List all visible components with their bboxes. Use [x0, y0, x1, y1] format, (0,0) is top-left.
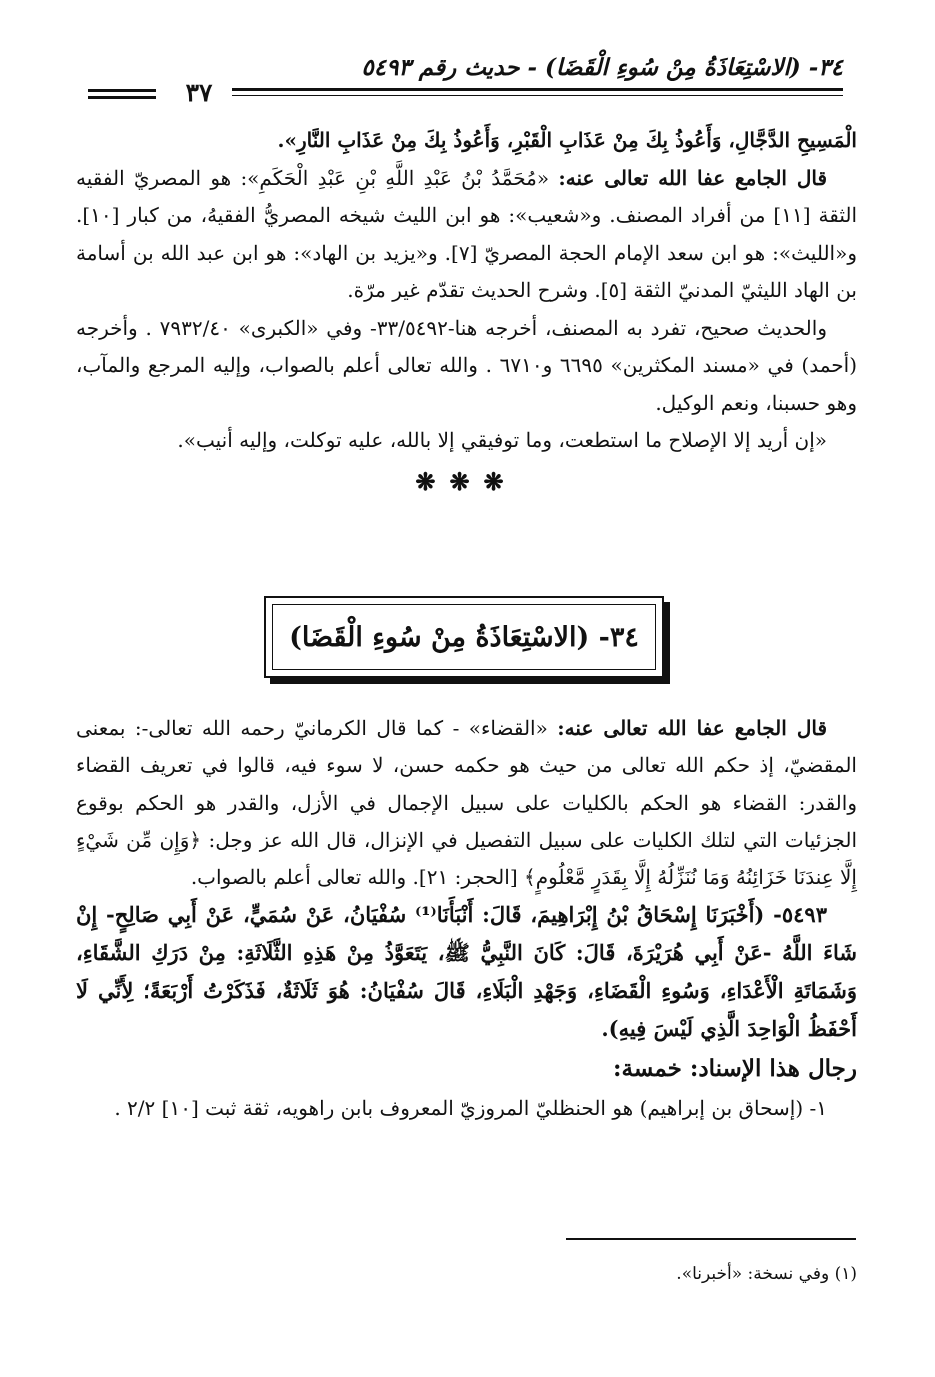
narrator-item-1: ١- (إسحاق بن إبراهيم) هو الحنظليّ المروزيّ المعروف بابن راهويه، ثقة ثبت [١٠] ٢/٢ . [114, 1096, 827, 1121]
running-header-title: ٣٤- (الاسْتِعَاذَةُ مِنْ سُوءِ الْقَضَا) - حديث رقم ٥٤٩٣ [361, 54, 843, 81]
definition-paragraph-text: «القضاء» - كما قال الكرمانيّ رحمه الله تعالى-: بمعنى المقضيّ، إذ حكم الله تعالى من حيث هو حكمه حسن، لا سوء فيه، قالوا في تعريف القضاء والقدر: القضاء هو الحكم بالكليات على سبيل الإجمال في الأزل، والقدر هو الحكم بوقوع الجزئيات التي لتلك الكليات على سبيل التفصيل في الإنزال، قال الله عز وجل: ﴿وَإِن مِّن شَيْءٍ إِلَّا عِندَنَا خَزَائِنُهُ وَمَا نُنَزِّلُهُ إِلَّا بِقَدَرٍ مَّعْلُومٍ﴾ [الحجر: ٢١]. والله تعالى أعلم بالصواب. [76, 716, 857, 890]
bottom-body-text [76, 710, 857, 1128]
header-rule-thin [232, 95, 843, 96]
section-separator-stars: ❋❋❋ [415, 466, 518, 496]
narrators-paragraph-text: «مُحَمَّدُ بْنُ عَبْدِ اللَّهِ بْنِ عَبْدِ الْحَكَمِ»: هو المصريّ الفقيه الثقة [١١] من أفراد المصنف. و«شعيب»: هو ابن الليث شيخه المصريُّ الفقيهُ، من كبار [١٠]. و«الليث»: هو ابن سعد الإمام الحجة المصريّ [٧]. و«يزيد بن الهاد»: هو ابن عبد الله بن أسامة بن الهاد الليثيّ المدنيّ الثقة [٥]. وشرح الحديث تقدّم غير مرّة. [76, 165, 858, 302]
footnote-text: (١) وفي نسخة: «أخبرنا». [676, 1264, 857, 1284]
top-body-text [76, 122, 857, 502]
header-rule-thick [232, 88, 843, 91]
chapter-title-box [264, 596, 664, 678]
page-number-rule-bottom [88, 96, 156, 99]
footnote-rule [566, 1238, 856, 1240]
page-number-rule-top [88, 89, 156, 92]
definition-paragraph [76, 710, 857, 896]
hadith-ending-paragraph: الْمَسِيحِ الدَّجَّالِ، وَأَعُوذُ بِكَ مِنْ عَذَابِ الْقَبْرِ، وَأَعُوذُ بِكَ مِنْ عَذَابِ النَّارِ». [277, 128, 857, 152]
page-number: ٣٧ [185, 78, 213, 107]
narrators-paragraph-lead: قال الجامع عفا الله تعالى عنه: [558, 165, 827, 190]
narrators-paragraph [76, 160, 857, 310]
hadith-text-paragraph: ٥٤٩٣- (أَخْبَرَنَا إِسْحَاقُ بْنُ إِبْرَاهِيمَ، قَالَ: أَنْبَأَنَا⁽¹⁾ سُفْيَانُ، عَنْ سُمَيٍّ، عَنْ أَبِي صَالِحٍ- إِنْ شَاءَ اللَّهُ -عَنْ أَبِي هُرَيْرَةَ، قَالَ: كَانَ النَّبِيُّ ﷺ، يَتَعَوَّذُ مِنْ هَذِهِ الثَّلَاثَةِ: مِنْ دَرَكِ الشَّقَاءِ، وَشَمَاتَةِ الْأَعْدَاءِ، وَسُوءِ الْقَضَاءِ، وَجَهْدِ الْبَلَاءِ، قَالَ سُفْيَانُ: هُوَ ثَلَاثَةٌ، فَذَكَرْتُ أَرْبَعَةً؛ لِأَنِّي لَا أَحْفَظُ الْوَاحِدَ الَّذِي لَيْسَ فِيهِ). [76, 902, 857, 1042]
closing-quote-paragraph: «إن أريد إلا الإصلاح ما استطعت، وما توفيقي إلا بالله، عليه توكلت، وإليه أنيب». [177, 428, 827, 452]
definition-paragraph-lead: قال الجامع عفا الله تعالى عنه: [557, 716, 828, 740]
takhrij-paragraph: والحديث صحيح، تفرد به المصنف، أخرجه هنا-٣٣/٥٤٩٢- وفي «الكبرى» ٧٩٣٢/٤٠ . وأخرجه (أحمد) في «مسند المكثرين» ٦٦٩٥ و٦٧١٠ . والله تعالى أعلم بالصواب، وإليه المرجع والمآب، وهو حسبنا، ونعم الوكيل. [76, 315, 858, 415]
chapter-title: ٣٤- (الاسْتِعَاذَةُ مِنْ سُوءِ الْقَضَا) [272, 604, 656, 670]
isnad-section-heading: رجال هذا الإسناد: خمسة: [613, 1055, 857, 1083]
